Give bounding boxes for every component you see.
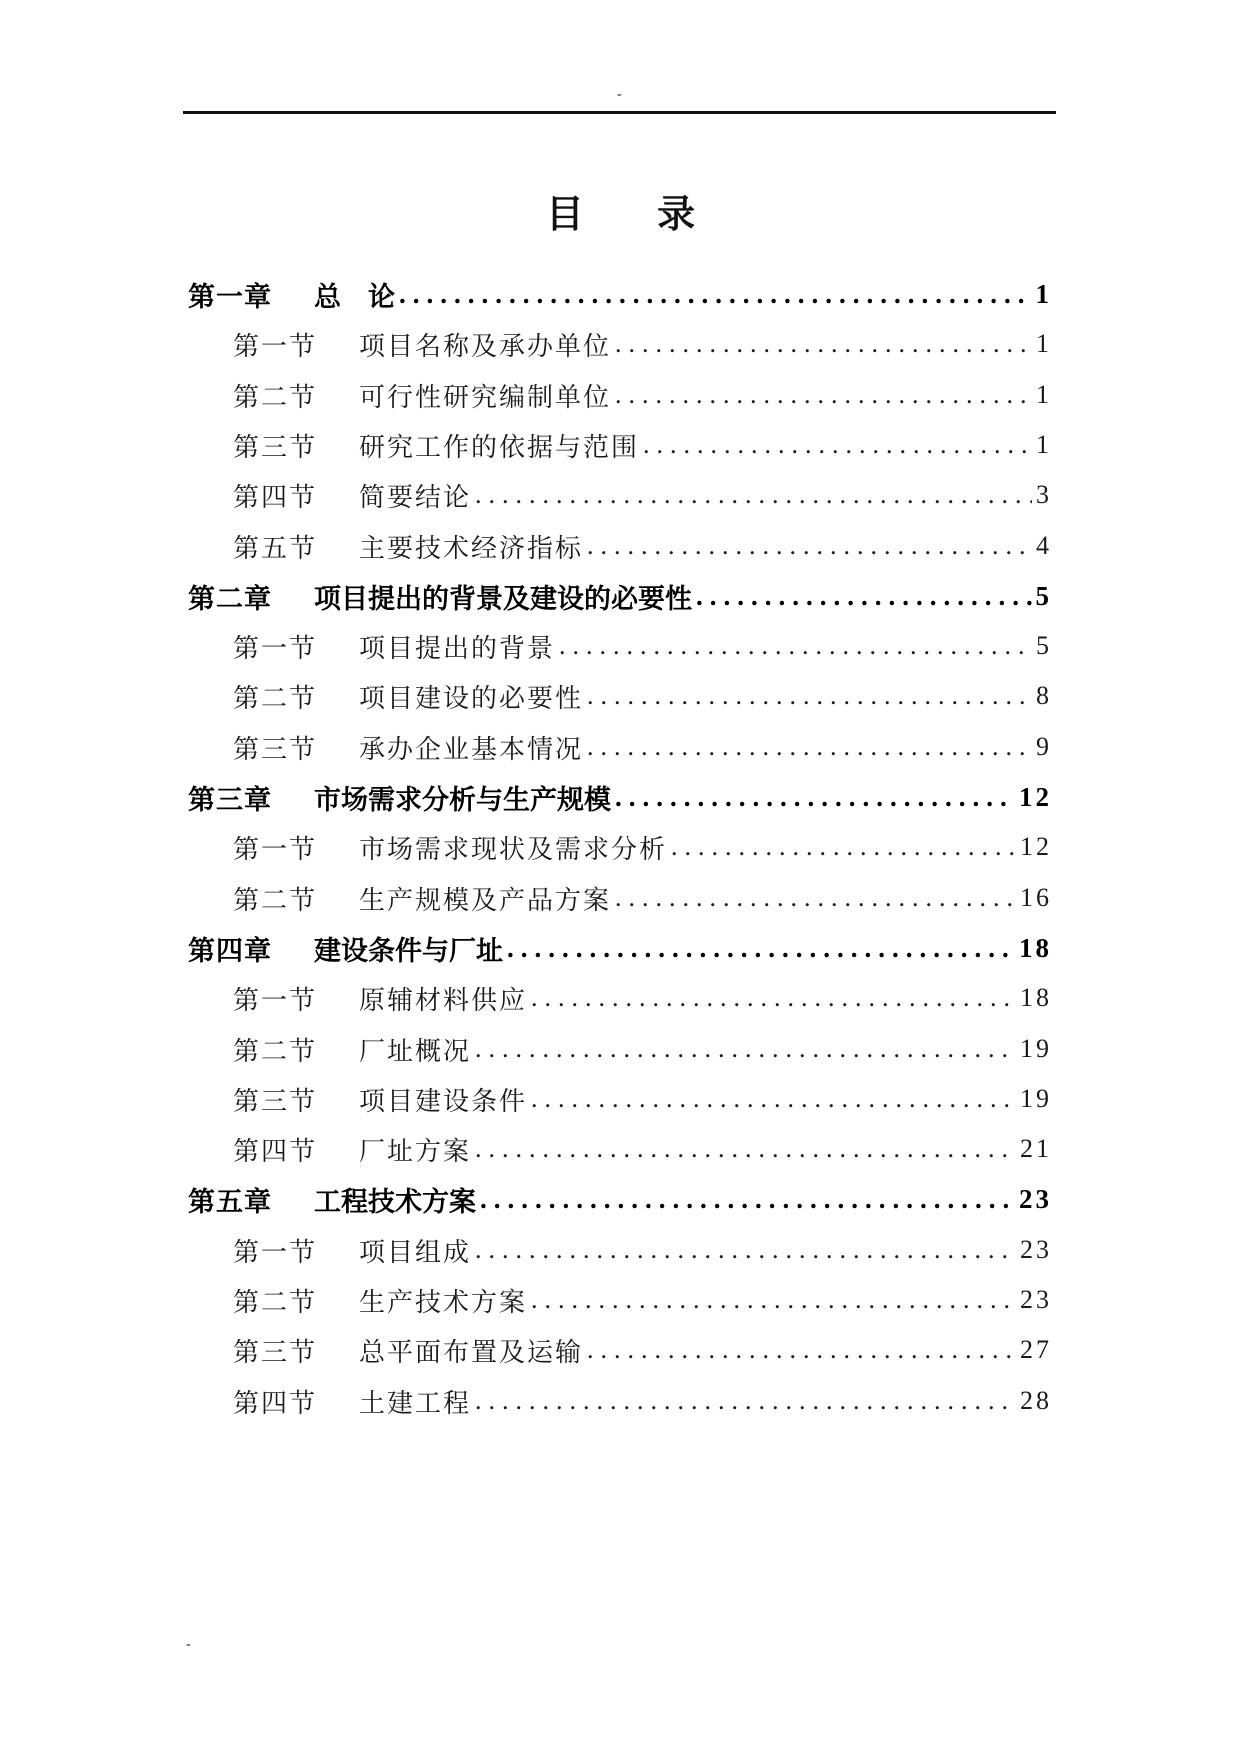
section-title: 简要结论	[359, 482, 472, 513]
page-number: 3	[1036, 480, 1052, 509]
toc-section-entry[interactable]	[233, 1079, 1052, 1119]
dot-leader	[475, 1034, 1016, 1064]
section-number: 第二节	[233, 1287, 318, 1318]
toc-section-entry[interactable]	[233, 626, 1052, 666]
dot-leader	[475, 1386, 1016, 1416]
dot-leader	[531, 1285, 1016, 1315]
chapter-number: 第三章	[188, 784, 272, 816]
page-number: 5	[1035, 580, 1052, 611]
page-number: 19	[1020, 1034, 1052, 1063]
page-number: 1	[1036, 329, 1052, 358]
toc-section-entry[interactable]	[233, 1381, 1052, 1421]
toc-section-entry[interactable]	[233, 676, 1052, 716]
section-number: 第三节	[233, 432, 318, 463]
toc-section-entry[interactable]	[233, 878, 1052, 918]
section-title: 厂址方案	[359, 1136, 472, 1167]
dot-leader	[531, 983, 1016, 1013]
chapter-title: 市场需求分析与生产规模	[314, 784, 611, 816]
dot-leader	[475, 1235, 1016, 1265]
section-number: 第一节	[233, 985, 318, 1016]
section-title: 项目建设的必要性	[359, 683, 584, 714]
section-number: 第四节	[233, 1136, 318, 1167]
section-number: 第四节	[233, 482, 318, 513]
dot-leader	[399, 279, 1032, 310]
toc-chapter-entry[interactable]	[188, 928, 1052, 968]
dot-leader	[480, 1184, 1015, 1215]
page-number: 1	[1035, 278, 1052, 309]
toc-chapter-entry[interactable]	[188, 274, 1052, 314]
section-title: 承办企业基本情况	[359, 734, 584, 765]
chapter-title: 工程技术方案	[314, 1186, 476, 1218]
section-number: 第四节	[233, 1388, 318, 1419]
toc-title: 目 录	[545, 192, 726, 236]
page-number: 4	[1036, 531, 1052, 560]
chapter-number: 第五章	[188, 1186, 272, 1218]
section-title: 生产技术方案	[359, 1287, 528, 1318]
page-number: 12	[1020, 832, 1052, 861]
page-number: 18	[1019, 932, 1052, 963]
toc-section-entry[interactable]	[233, 425, 1052, 465]
section-title: 原辅材料供应	[359, 985, 528, 1016]
dot-leader	[671, 832, 1016, 862]
toc-section-entry[interactable]	[233, 1330, 1052, 1370]
section-number: 第一节	[233, 834, 318, 865]
page-number: 28	[1020, 1386, 1052, 1415]
dot-leader	[559, 631, 1032, 661]
chapter-title: 项目提出的背景及建设的必要性	[314, 583, 692, 615]
dot-leader	[696, 581, 1032, 612]
dot-leader	[615, 883, 1016, 913]
section-title: 生产规模及产品方案	[359, 885, 612, 916]
section-title: 项目组成	[359, 1237, 472, 1268]
section-number: 第二节	[233, 382, 318, 413]
chapter-title: 建设条件与厂址	[314, 935, 503, 967]
header-mark: -	[617, 87, 622, 102]
section-number: 第三节	[233, 734, 318, 765]
page-number: 16	[1020, 883, 1052, 912]
section-title: 市场需求现状及需求分析	[359, 834, 668, 865]
dot-leader	[615, 380, 1032, 410]
page-number: 23	[1020, 1285, 1052, 1314]
dot-leader	[475, 1134, 1016, 1164]
section-title: 主要技术经济指标	[359, 533, 584, 564]
chapter-number: 第二章	[188, 583, 272, 615]
toc-section-entry[interactable]	[233, 375, 1052, 415]
dot-leader	[615, 329, 1032, 359]
section-title: 项目名称及承办单位	[359, 331, 612, 362]
toc-section-entry[interactable]	[233, 1230, 1052, 1270]
section-title: 研究工作的依据与范围	[359, 432, 640, 463]
page-number: 23	[1020, 1235, 1052, 1264]
toc-section-entry[interactable]	[233, 526, 1052, 566]
section-number: 第三节	[233, 1337, 318, 1368]
section-number: 第五节	[233, 533, 318, 564]
toc-section-entry[interactable]	[233, 475, 1052, 515]
toc-section-entry[interactable]	[233, 827, 1052, 867]
toc-section-entry[interactable]	[233, 1029, 1052, 1069]
section-number: 第一节	[233, 1237, 318, 1268]
toc-section-entry[interactable]	[233, 727, 1052, 767]
header-rule	[183, 111, 1056, 114]
chapter-number: 第四章	[188, 935, 272, 967]
page-number: 5	[1036, 631, 1052, 660]
chapter-title: 总 论	[314, 281, 395, 313]
page-number: 12	[1019, 781, 1052, 812]
page-number: 23	[1019, 1183, 1052, 1214]
toc-section-entry[interactable]	[233, 1280, 1052, 1320]
section-number: 第三节	[233, 1086, 318, 1117]
footer-mark: -	[186, 1637, 191, 1652]
toc-chapter-entry[interactable]	[188, 777, 1052, 817]
page-number: 1	[1036, 430, 1052, 459]
section-number: 第二节	[233, 885, 318, 916]
toc-section-entry[interactable]	[233, 1129, 1052, 1169]
page-number: 27	[1020, 1335, 1052, 1364]
section-title: 项目建设条件	[359, 1086, 528, 1117]
toc-chapter-entry[interactable]	[188, 576, 1052, 616]
section-title: 土建工程	[359, 1388, 472, 1419]
dot-leader	[643, 430, 1032, 460]
page-number: 18	[1020, 983, 1052, 1012]
section-title: 可行性研究编制单位	[359, 382, 612, 413]
section-number: 第一节	[233, 633, 318, 664]
page-number: 19	[1020, 1084, 1052, 1113]
dot-leader	[587, 732, 1032, 762]
dot-leader	[531, 1084, 1016, 1114]
dot-leader	[475, 480, 1032, 510]
chapter-number: 第一章	[188, 281, 272, 313]
page-number: 9	[1036, 732, 1052, 761]
section-number: 第二节	[233, 1036, 318, 1067]
page-number: 21	[1020, 1134, 1052, 1163]
section-number: 第一节	[233, 331, 318, 362]
dot-leader	[615, 782, 1015, 813]
section-number: 第二节	[233, 683, 318, 714]
toc-section-entry[interactable]	[233, 324, 1052, 364]
page-number: 8	[1036, 681, 1052, 710]
page-number: 1	[1036, 380, 1052, 409]
section-title: 项目提出的背景	[359, 633, 556, 664]
toc-section-entry[interactable]	[233, 978, 1052, 1018]
dot-leader	[587, 681, 1032, 711]
dot-leader	[587, 531, 1032, 561]
dot-leader	[587, 1335, 1016, 1365]
section-title: 总平面布置及运输	[359, 1337, 584, 1368]
toc-chapter-entry[interactable]	[188, 1179, 1052, 1219]
dot-leader	[507, 933, 1015, 964]
section-title: 厂址概况	[359, 1036, 472, 1067]
